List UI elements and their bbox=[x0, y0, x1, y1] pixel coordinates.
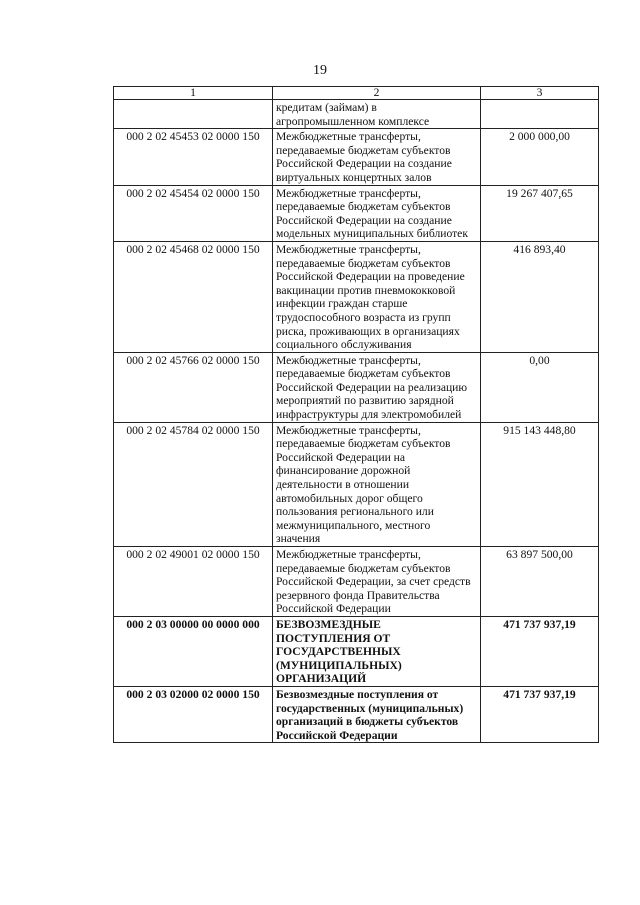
row-amount: 471 737 937,19 bbox=[481, 616, 599, 686]
row-name: кредитам (займам) в агропромышленном комплексе bbox=[273, 100, 481, 129]
row-name: Межбюджетные трансферты, передаваемые бюджетам субъектов Российской Федерации, за счет средств резервного фонда Правительства Российской Федерации bbox=[273, 547, 481, 617]
row-name: БЕЗВОЗМЕЗДНЫЕ ПОСТУПЛЕНИЯ ОТ ГОСУДАРСТВЕННЫХ (МУНИЦИПАЛЬНЫХ) ОРГАНИЗАЦИЙ bbox=[273, 616, 481, 686]
budget-revenue-table bbox=[113, 86, 599, 743]
table-row bbox=[114, 185, 599, 241]
row-name: Межбюджетные трансферты, передаваемые бюджетам субъектов Российской Федерации на создание виртуальных концертных залов bbox=[273, 129, 481, 185]
row-code: 000 2 02 45784 02 0000 150 bbox=[114, 422, 273, 546]
table-row bbox=[114, 422, 599, 546]
row-amount: 19 267 407,65 bbox=[481, 185, 599, 241]
row-amount: 2 000 000,00 bbox=[481, 129, 599, 185]
table-row bbox=[114, 129, 599, 185]
row-name: Межбюджетные трансферты, передаваемые бюджетам субъектов Российской Федерации на создание модельных муниципальных библиотек bbox=[273, 185, 481, 241]
row-name: Безвозмездные поступления от государственных (муниципальных) организаций в бюджеты субъектов Российской Федерации bbox=[273, 686, 481, 742]
row-code: 000 2 02 45453 02 0000 150 bbox=[114, 129, 273, 185]
header-cell-amount: 3 bbox=[481, 87, 599, 100]
row-name: Межбюджетные трансферты, передаваемые бюджетам субъектов Российской Федерации на реализацию мероприятий по развитию зарядной инфраструктуры для электромобилей bbox=[273, 352, 481, 422]
header-cell-code: 1 bbox=[114, 87, 273, 100]
row-code: 000 2 02 45468 02 0000 150 bbox=[114, 241, 273, 352]
row-code: 000 2 03 00000 00 0000 000 bbox=[114, 616, 273, 686]
table-header-row bbox=[114, 87, 599, 100]
header-cell-name: 2 bbox=[273, 87, 481, 100]
table-row bbox=[114, 100, 599, 129]
row-code: 000 2 02 45454 02 0000 150 bbox=[114, 185, 273, 241]
row-code: 000 2 03 02000 02 0000 150 bbox=[114, 686, 273, 742]
table-row bbox=[114, 352, 599, 422]
row-amount: 63 897 500,00 bbox=[481, 547, 599, 617]
row-code bbox=[114, 100, 273, 129]
row-amount: 416 893,40 bbox=[481, 241, 599, 352]
row-name: Межбюджетные трансферты, передаваемые бюджетам субъектов Российской Федерации на финансирование дорожной деятельности в отношении автомобильных дорог общего пользования регионального или межмуниципального, местного значения bbox=[273, 422, 481, 546]
row-amount: 0,00 bbox=[481, 352, 599, 422]
row-amount bbox=[481, 100, 599, 129]
row-amount: 471 737 937,19 bbox=[481, 686, 599, 742]
table-row bbox=[114, 547, 599, 617]
table-row bbox=[114, 241, 599, 352]
page-number: 19 bbox=[313, 63, 327, 78]
row-name: Межбюджетные трансферты, передаваемые бюджетам субъектов Российской Федерации на проведение вакцинации против пневмококковой инфекции граждан старше трудоспособного возраста из групп риска, проживающих в организациях социального обслуживания bbox=[273, 241, 481, 352]
table-row-subtotal bbox=[114, 686, 599, 742]
table-row-total bbox=[114, 616, 599, 686]
row-code: 000 2 02 45766 02 0000 150 bbox=[114, 352, 273, 422]
row-code: 000 2 02 49001 02 0000 150 bbox=[114, 547, 273, 617]
row-amount: 915 143 448,80 bbox=[481, 422, 599, 546]
